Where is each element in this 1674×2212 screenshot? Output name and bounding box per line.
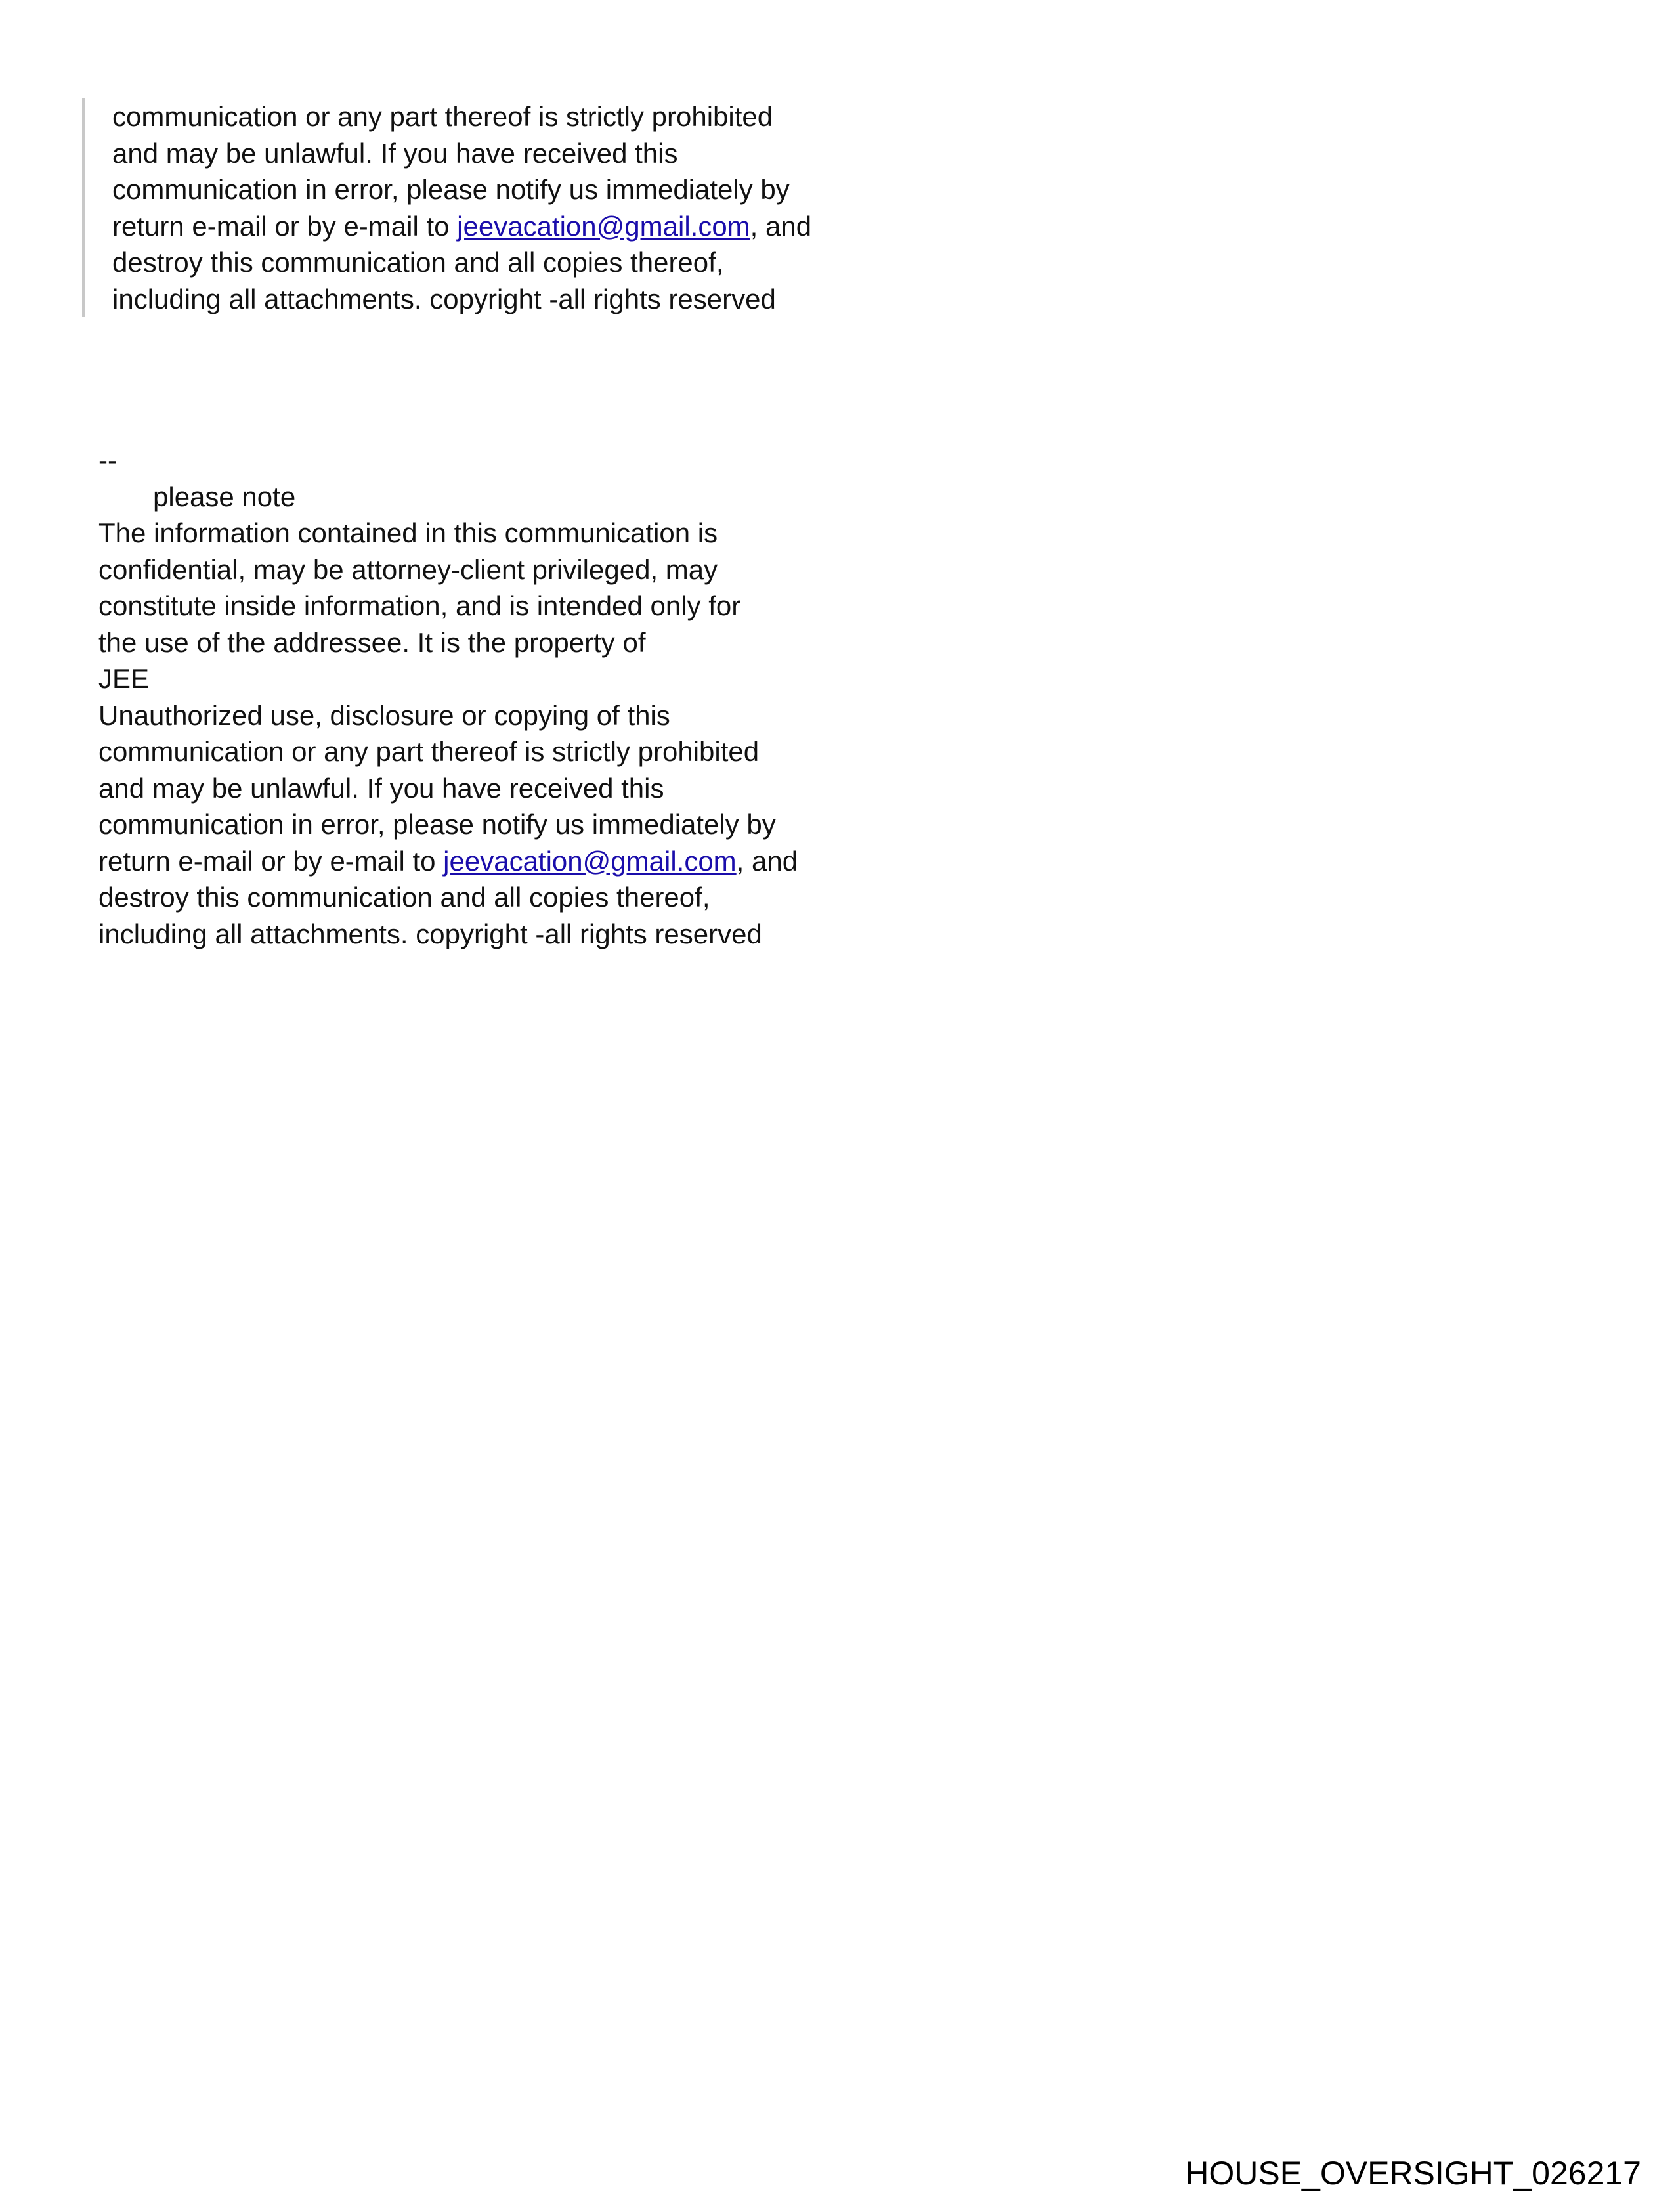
- signature-line: The information contained in this communication is: [98, 517, 718, 548]
- signature-note: please note: [153, 481, 296, 512]
- quoted-line-prefix: return e-mail or by e-mail to: [112, 210, 458, 242]
- signature-line: confidential, may be attorney-client privileged, may: [98, 553, 718, 585]
- quoted-line: including all attachments. copyright -all rights reserved: [112, 283, 776, 314]
- signature-line: JEE: [98, 663, 150, 694]
- signature-line: and may be unlawful. If you have received this: [98, 772, 664, 804]
- signature-line: constitute inside information, and is intended only for: [98, 590, 741, 621]
- signature-disclaimer-block: [98, 442, 952, 952]
- email-link[interactable]: jeevacation@gmail.com: [443, 845, 737, 877]
- quoted-line: communication in error, please notify us immediately by: [112, 174, 790, 205]
- signature-separator: --: [98, 445, 117, 475]
- email-link[interactable]: jeevacation@gmail.com: [457, 210, 750, 242]
- quoted-line-with-email: [112, 208, 935, 245]
- quoted-line: and may be unlawful. If you have received this: [112, 137, 678, 169]
- quoted-disclaimer-block: [82, 98, 935, 317]
- quoted-line-suffix: , and: [750, 210, 812, 242]
- signature-line-suffix: , and: [736, 845, 798, 877]
- signature-line-with-email: [98, 843, 952, 880]
- signature-line: Unauthorized use, disclosure or copying of this: [98, 699, 670, 731]
- signature-line: the use of the addressee. It is the property of: [98, 626, 646, 658]
- quoted-line: communication or any part thereof is strictly prohibited: [112, 101, 773, 132]
- signature-line: communication or any part thereof is strictly prohibited: [98, 736, 760, 767]
- quoted-line: destroy this communication and all copies thereof,: [112, 247, 724, 278]
- bates-number: HOUSE_OVERSIGHT_026217: [1185, 2155, 1641, 2192]
- signature-line: destroy this communication and all copies thereof,: [98, 882, 710, 913]
- signature-line-prefix: return e-mail or by e-mail to: [98, 845, 444, 877]
- signature-line: communication in error, please notify us immediately by: [98, 809, 776, 840]
- signature-line: including all attachments. copyright -all rights reserved: [98, 918, 762, 949]
